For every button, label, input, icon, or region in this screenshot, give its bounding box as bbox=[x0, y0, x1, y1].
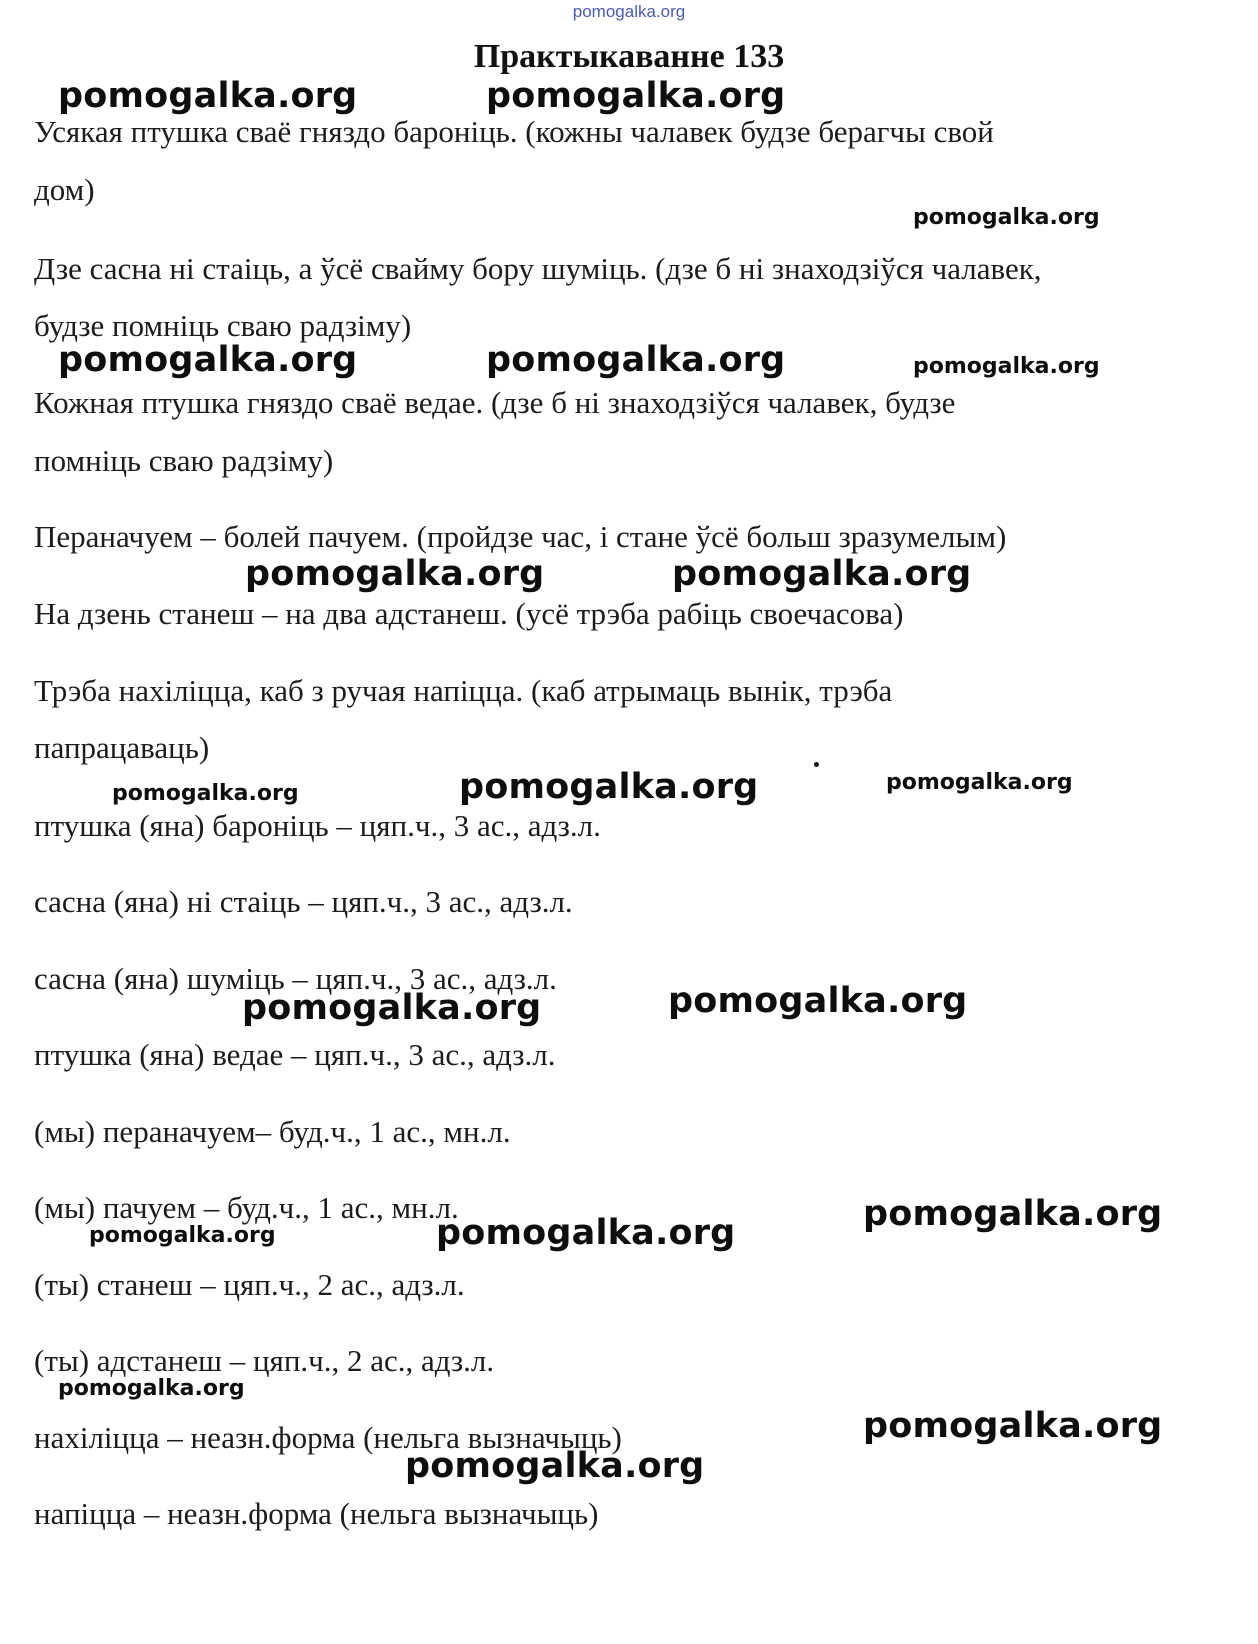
stray-dot bbox=[814, 762, 819, 767]
watermark: pomogalka.org bbox=[58, 76, 358, 116]
watermark: pomogalka.org bbox=[58, 340, 358, 380]
proverb-line: Трэба нахіліцца, каб з ручая напіцца. (каб атрымаць вынік, трэба bbox=[34, 673, 893, 708]
watermark: pomogalka.org bbox=[886, 770, 1073, 795]
watermark: pomogalka.org bbox=[668, 981, 968, 1021]
proverb-line: папрацаваць) bbox=[34, 730, 210, 765]
analysis-line: (мы) пачуем – буд.ч., 1 ас., мн.л. bbox=[34, 1190, 459, 1225]
analysis-line: птушка (яна) бароніць – цяп.ч., 3 ас., адз.л. bbox=[34, 808, 601, 843]
watermark: pomogalka.org bbox=[112, 781, 299, 806]
page-title: Практыкаванне 133 bbox=[473, 38, 785, 75]
watermark: pomogalka.org bbox=[672, 554, 972, 594]
proverb-line: помніць сваю радзіму) bbox=[34, 443, 334, 478]
proverb-line: На дзень станеш – на два адстанеш. (усё трэба рабіць своечасова) bbox=[34, 596, 904, 631]
watermark: pomogalka.org bbox=[405, 1446, 705, 1486]
watermark: pomogalka.org bbox=[863, 1194, 1163, 1234]
analysis-line: (ты) адстанеш – цяп.ч., 2 ас., адз.л. bbox=[34, 1343, 495, 1378]
analysis-line: (мы) пераначуем– буд.ч., 1 ас., мн.л. bbox=[34, 1114, 511, 1149]
analysis-line: сасна (яна) шуміць – цяп.ч., 3 ас., адз.л. bbox=[34, 961, 557, 996]
analysis-line: птушка (яна) ведае – цяп.ч., 3 ас., адз.л. bbox=[34, 1037, 556, 1072]
analysis-line: нахіліцца – неазн.форма (нельга вызначыць) bbox=[34, 1420, 622, 1455]
watermark: pomogalka.org bbox=[863, 1406, 1163, 1446]
watermark: pomogalka.org bbox=[486, 76, 786, 116]
analysis-line: сасна (яна) ні стаіць – цяп.ч., 3 ас., адз.л. bbox=[34, 884, 573, 919]
watermark: pomogalka.org bbox=[913, 205, 1100, 230]
analysis-line: напіцца – неазн.форма (нельга вызначыць) bbox=[34, 1496, 599, 1531]
watermark: pomogalka.org bbox=[245, 554, 545, 594]
watermark: pomogalka.org bbox=[913, 354, 1100, 379]
watermark: pomogalka.org bbox=[436, 1213, 736, 1253]
proverb-line: Пераначуем – болей пачуем. (пройдзе час, і стане ўсё больш зразумелым) bbox=[34, 519, 1007, 554]
watermark: pomogalka.org bbox=[89, 1223, 276, 1248]
watermark: pomogalka.org bbox=[58, 1376, 245, 1401]
proverb-line: будзе помніць сваю радзіму) bbox=[34, 308, 412, 343]
proverb-line: дом) bbox=[34, 172, 95, 207]
proverb-line: Кожная птушка гняздо сваё ведае. (дзе б ні знаходзіўся чалавек, будзе bbox=[34, 385, 956, 420]
top-site-mark: pomogalka.org bbox=[572, 2, 686, 21]
watermark: pomogalka.org bbox=[242, 988, 542, 1028]
watermark: pomogalka.org bbox=[459, 767, 759, 807]
proverb-line: Дзе сасна ні стаіць, а ўсё свайму бору шуміць. (дзе б ні знаходзіўся чалавек, bbox=[34, 251, 1042, 286]
watermark: pomogalka.org bbox=[486, 340, 786, 380]
analysis-line: (ты) станеш – цяп.ч., 2 ас., адз.л. bbox=[34, 1267, 465, 1302]
proverb-line: Усякая птушка сваё гняздо бароніць. (кожны чалавек будзе берагчы свой bbox=[34, 114, 994, 149]
